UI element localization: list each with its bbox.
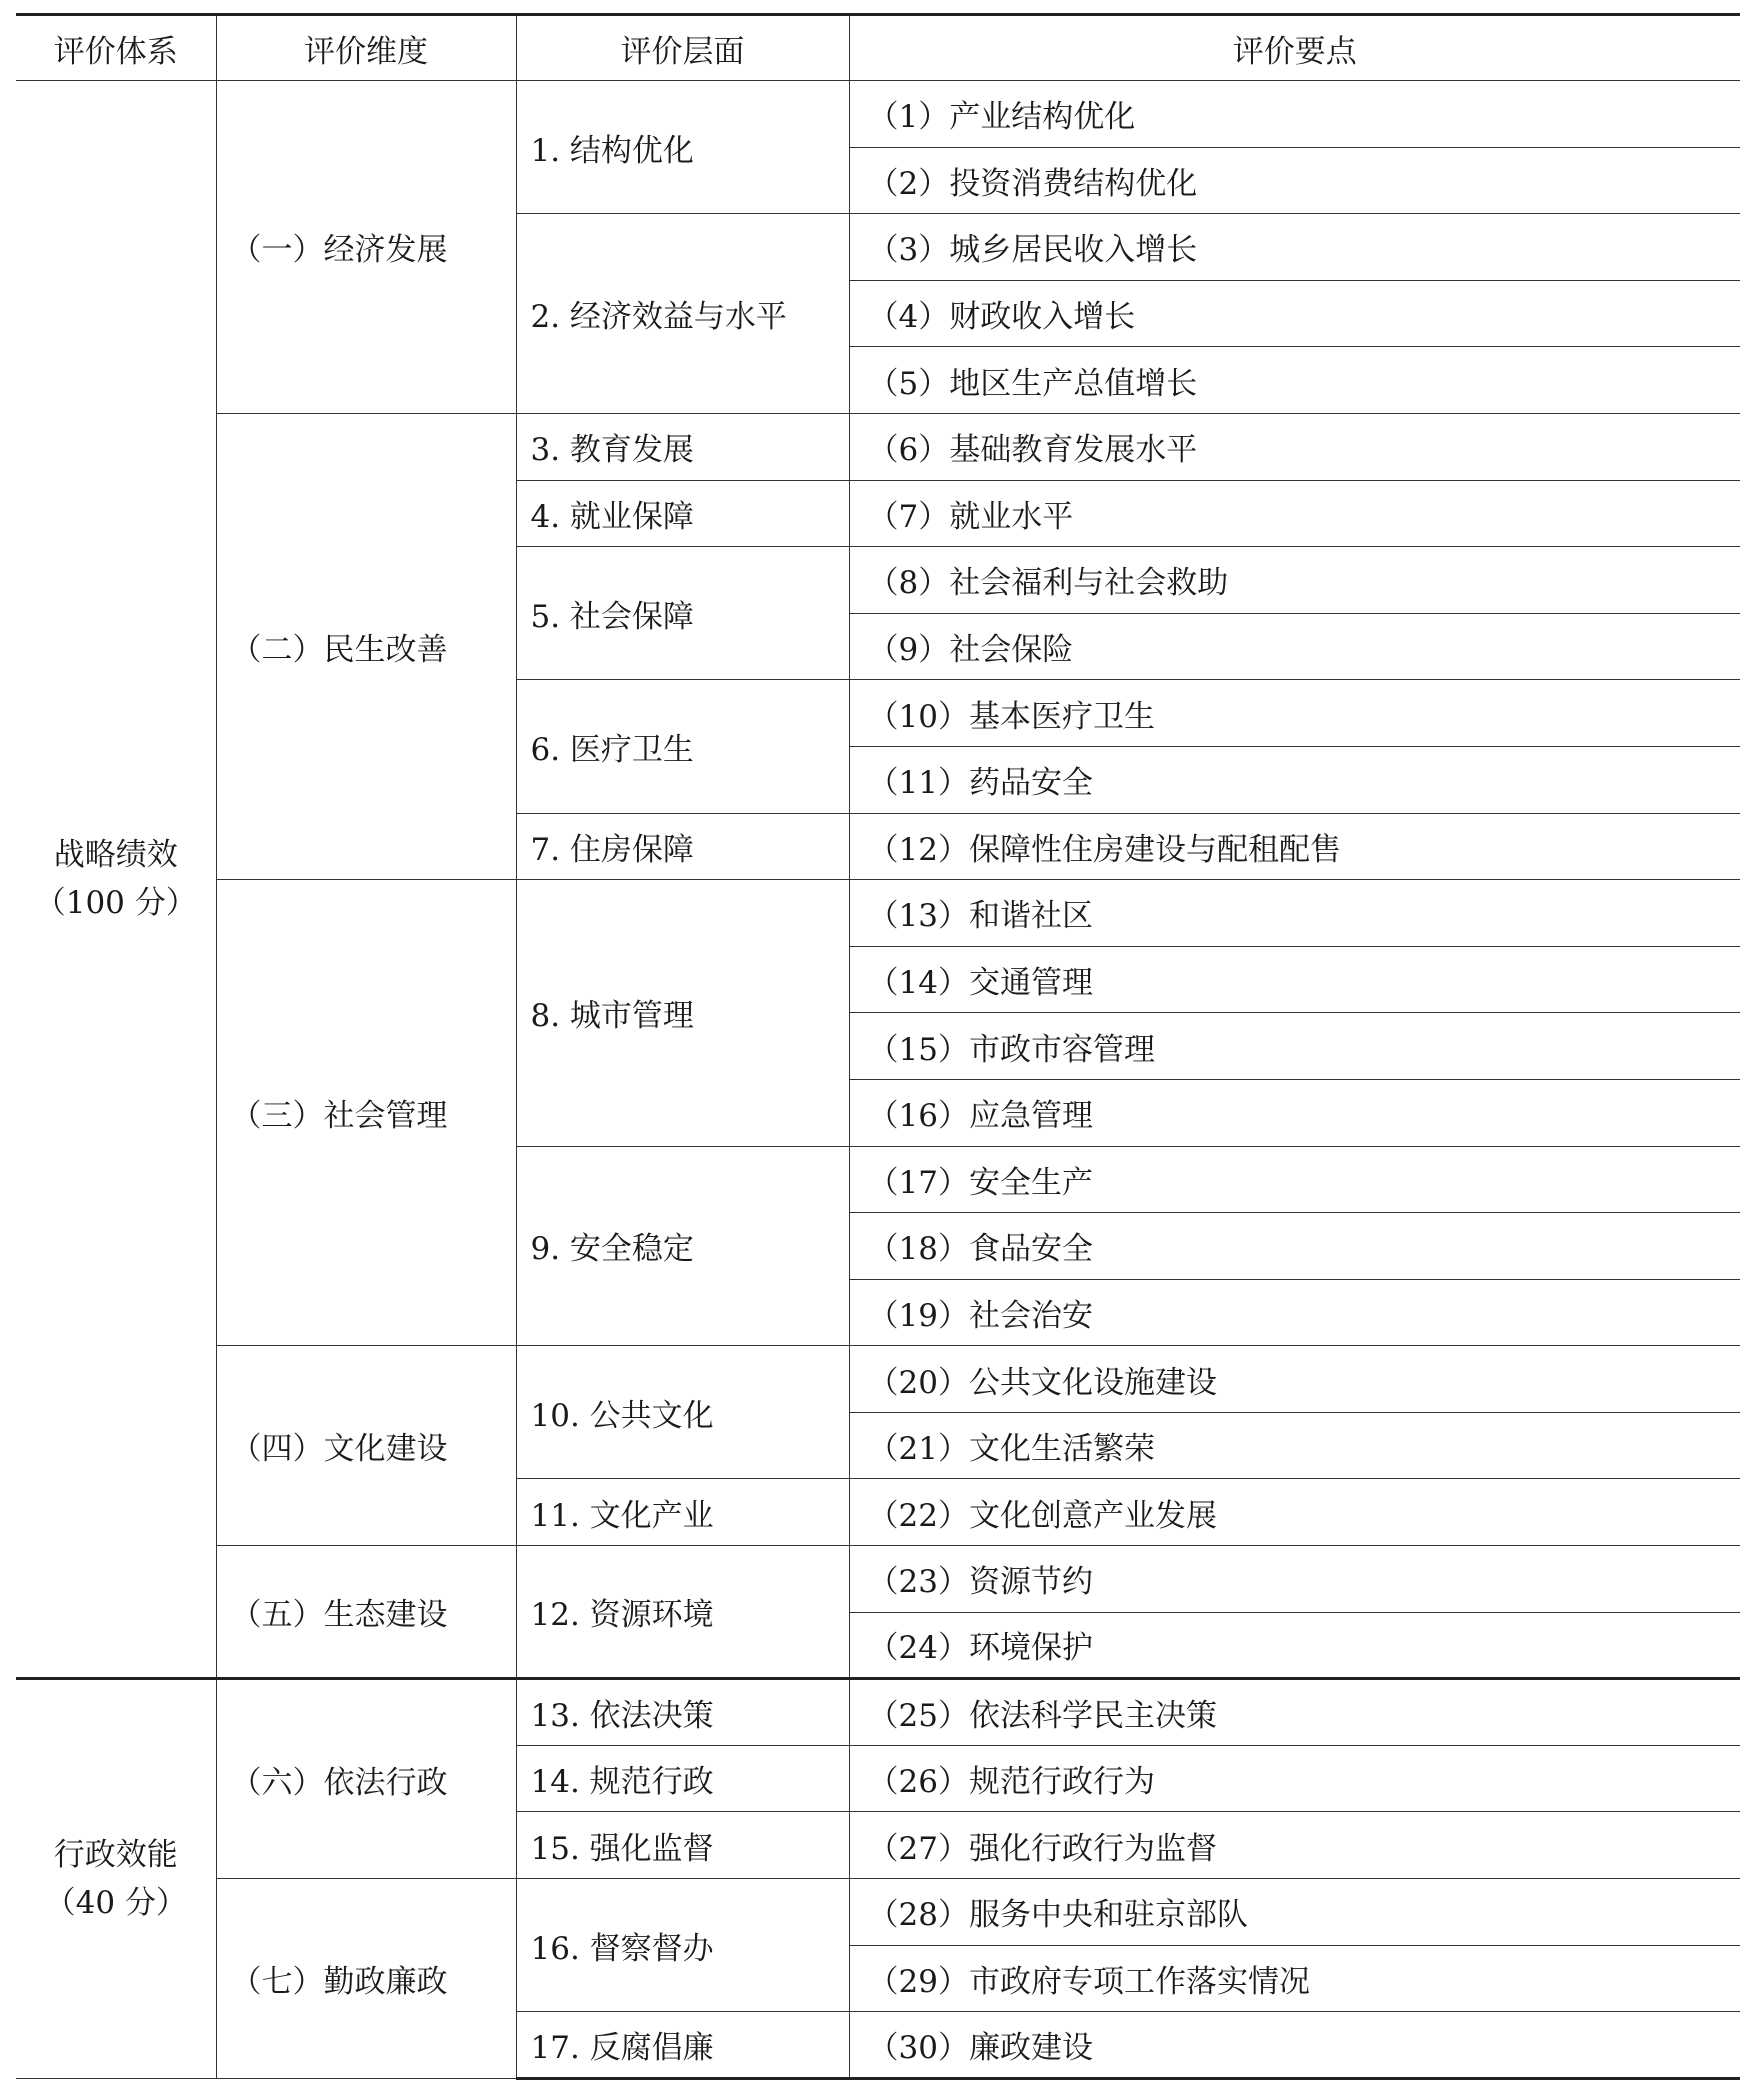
level-cell: 3. 教育发展 (516, 413, 849, 480)
level-cell: 7. 住房保障 (516, 813, 849, 880)
point-cell: （12）保障性住房建设与配租配售 (849, 813, 1740, 880)
point-cell: （4）财政收入增长 (849, 280, 1740, 347)
header-row (16, 15, 1740, 81)
point-cell: （19）社会治安 (849, 1279, 1740, 1346)
point-cell: （29）市政府专项工作落实情况 (849, 1945, 1740, 2012)
point-cell: （1）产业结构优化 (849, 81, 1740, 148)
level-cell: 2. 经济效益与水平 (516, 214, 849, 414)
header-level: 评价层面 (516, 15, 849, 81)
point-cell: （22）文化创意产业发展 (849, 1479, 1740, 1546)
level-cell: 5. 社会保障 (516, 547, 849, 680)
level-cell: 14. 规范行政 (516, 1745, 849, 1812)
dimension-cell: （七）勤政廉政 (216, 1879, 516, 2079)
level-cell: 1. 结构优化 (516, 81, 849, 214)
point-cell: （15）市政市容管理 (849, 1013, 1740, 1080)
level-cell: 9. 安全稳定 (516, 1146, 849, 1346)
level-cell: 16. 督察督办 (516, 1879, 849, 2012)
table-row (16, 1679, 1740, 1746)
system-score: （40 分） (44, 1885, 187, 1922)
point-cell: （28）服务中央和驻京部队 (849, 1879, 1740, 1946)
level-cell: 15. 强化监督 (516, 1812, 849, 1879)
point-cell: （21）文化生活繁荣 (849, 1412, 1740, 1479)
point-cell: （5）地区生产总值增长 (849, 347, 1740, 414)
system-name: 行政效能 (53, 1837, 178, 1874)
header-system: 评价体系 (16, 15, 216, 81)
dimension-cell: （三）社会管理 (216, 880, 516, 1346)
point-cell: （27）强化行政行为监督 (849, 1812, 1740, 1879)
point-cell: （6）基础教育发展水平 (849, 413, 1740, 480)
point-cell: （14）交通管理 (849, 946, 1740, 1013)
table-row (16, 413, 1740, 480)
point-cell: （8）社会福利与社会救助 (849, 547, 1740, 614)
table-row (16, 1346, 1740, 1413)
level-cell: 11. 文化产业 (516, 1479, 849, 1546)
system-name: 战略绩效 (53, 837, 178, 874)
point-cell: （10）基本医疗卫生 (849, 680, 1740, 747)
dimension-cell: （五）生态建设 (216, 1546, 516, 1679)
point-cell: （9）社会保险 (849, 613, 1740, 680)
point-cell: （2）投资消费结构优化 (849, 147, 1740, 214)
point-cell: （18）食品安全 (849, 1213, 1740, 1280)
point-cell: （24）环境保护 (849, 1612, 1740, 1679)
point-cell: （17）安全生产 (849, 1146, 1740, 1213)
table-row (16, 880, 1740, 947)
evaluation-table (16, 13, 1740, 2080)
level-cell: 4. 就业保障 (516, 480, 849, 547)
level-cell: 6. 医疗卫生 (516, 680, 849, 813)
point-cell: （3）城乡居民收入增长 (849, 214, 1740, 281)
point-cell: （30）廉政建设 (849, 2012, 1740, 2079)
dimension-cell: （二）民生改善 (216, 413, 516, 879)
level-cell: 13. 依法决策 (516, 1679, 849, 1746)
level-cell: 17. 反腐倡廉 (516, 2012, 849, 2079)
point-cell: （23）资源节约 (849, 1546, 1740, 1613)
point-cell: （13）和谐社区 (849, 880, 1740, 947)
table-row (16, 1546, 1740, 1613)
header-point: 评价要点 (849, 15, 1740, 81)
header-dimension: 评价维度 (216, 15, 516, 81)
dimension-cell: （一）经济发展 (216, 81, 516, 414)
dimension-cell: （六）依法行政 (216, 1679, 516, 1879)
point-cell: （7）就业水平 (849, 480, 1740, 547)
system-cell-strategic (16, 81, 216, 1679)
point-cell: （11）药品安全 (849, 746, 1740, 813)
table-row (16, 1879, 1740, 1946)
point-cell: （16）应急管理 (849, 1079, 1740, 1146)
dimension-cell: （四）文化建设 (216, 1346, 516, 1546)
level-cell: 12. 资源环境 (516, 1546, 849, 1679)
point-cell: （20）公共文化设施建设 (849, 1346, 1740, 1413)
level-cell: 8. 城市管理 (516, 880, 849, 1146)
point-cell: （25）依法科学民主决策 (849, 1679, 1740, 1746)
level-cell: 10. 公共文化 (516, 1346, 849, 1479)
system-score: （100 分） (34, 885, 197, 922)
point-cell: （26）规范行政行为 (849, 1745, 1740, 1812)
system-cell-admin (16, 1679, 216, 2079)
table-row (16, 81, 1740, 148)
